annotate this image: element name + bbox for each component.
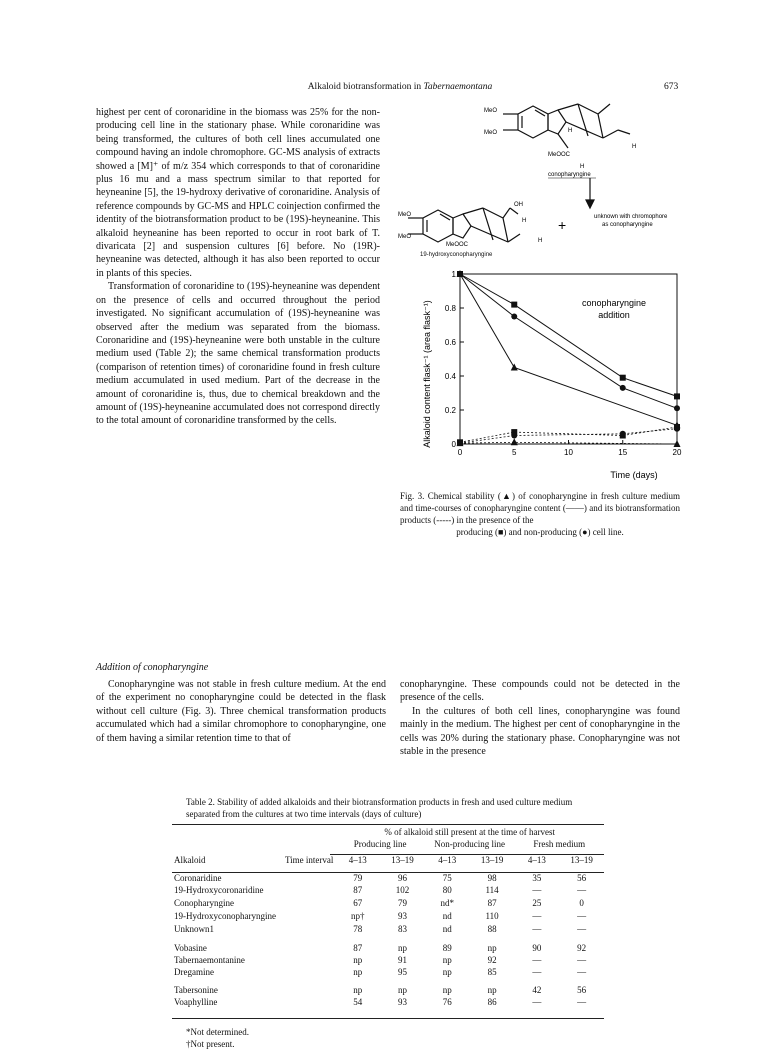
plus-sign: + (558, 217, 567, 233)
table-cell: 67 (353, 898, 363, 908)
interval-6: 13–19 (570, 855, 593, 865)
table-cell: np (353, 955, 363, 965)
chart-annotation-line1: conopharyngine (581, 298, 647, 308)
group-fresh-medium: Fresh medium (533, 839, 586, 849)
meooc-label-2: MeOOC (446, 242, 469, 248)
table-cell: np (487, 985, 497, 995)
oh-label: OH (514, 202, 523, 208)
reaction-scheme (398, 100, 688, 250)
table-cell: 79 (353, 873, 363, 883)
chart-annotation-line2: addition (598, 310, 630, 320)
data-point-square (620, 375, 626, 381)
table-cell: 56 (577, 985, 587, 995)
h-label-1: H (568, 128, 573, 134)
table-cell: 78 (353, 924, 363, 934)
table-cell: 87 (353, 885, 363, 895)
group-producing: Producing line (353, 839, 407, 849)
alkaloid-name: Tabersonine (174, 985, 218, 995)
meo-label-4: MeO (398, 234, 412, 240)
paragraph-2: Transformation of coronaridine to (19S)-heyneanine was dependent on the presence of cells and occurred throughout the period investigated. No significant accumulation of (19S)-heyneanine was observed after the medium was separated from the biomass. Coronaridine and (19S)-heyneanine were both unstable in the culture medium used (Table 2); the same chemical transformation products (comparison of retention times) of coronaridine found in fresh culture medium accumulated in used medium. Part of the decrease in the amount of coronaridine is, thus, due to chemical breakdown and the amount of (19S)-heyneanine accumulated does not correspond directly to the total amount of coronaridine transformed by the cells. (96, 281, 380, 427)
table-row (172, 896, 604, 910)
table-rule-bottom (172, 1018, 604, 1019)
series-line-triangle-solid (460, 274, 677, 425)
running-title: Alkaloid biotransformation in (307, 82, 422, 92)
table-cell: — (577, 911, 587, 921)
figure-caption (400, 490, 680, 538)
table-cell: nd (442, 911, 452, 921)
alkaloid-name: Conopharyngine (174, 898, 234, 908)
h-label-3: H (580, 164, 585, 170)
table-cell: — (577, 997, 587, 1007)
table-cell: 56 (577, 873, 587, 883)
table-row (172, 942, 604, 954)
table-footnotes (186, 1026, 249, 1050)
table-spanner: % of alkaloid still present at the time of harvest (384, 827, 556, 837)
table-caption: Table 2. Stability of added alkaloids and their biotransformation products in fresh and used culture medium separated from the cultures at two time intervals (days of culture) (186, 797, 573, 819)
alkaloid-name: Vobasine (174, 943, 207, 953)
table-cell: — (532, 955, 542, 965)
table-cell: 89 (442, 943, 452, 953)
data-point-circle (674, 405, 680, 411)
table-cell: 93 (397, 997, 407, 1007)
table-cell: 87 (353, 943, 363, 953)
table-cell: — (577, 885, 587, 895)
table-spanner-row (172, 826, 604, 838)
table-cell: — (577, 955, 587, 965)
table-row (172, 922, 604, 936)
paragraph-1: highest per cent of coronaridine in the biomass was 25% for the non-producing cell line in the stationary phase. While coronaridine was being transformed, the cultures of both cell lines accumulated one compound having an indole chromophore. GC-MS analysis of extracts showed a [M]⁺ of m/z 354 which corresponds to that of coronaridine plus 16 mu and a mass spectrum similar to that reported for heyneanine [5], the 19-hydroxy derivative of coronaridine. Analysis of reference compounds by GC-MS and HPLC coinjection confirmed the identity of the biotransformation product to be (19S)-heyneanine. This alkaloid heyneanine has been reported to occur in root bark of T. divaricata [2] and suspension cultures [6] before. No (19R)-heyneanine was detected, although it has also been reported to occur in plants of this species. (96, 107, 380, 279)
section-right-paragraph-1: conopharyngine. These compounds could not be detected in the presence of the cells. (400, 679, 680, 704)
data-point-triangle (511, 438, 518, 445)
section-left-column (96, 678, 386, 745)
data-point-circle (511, 433, 517, 439)
alkaloid-name: Coronaridine (174, 873, 222, 883)
group-non-producing: Non-producing line (434, 839, 506, 849)
figure-caption-line2: producing (■) and non-producing (●) cell line. (456, 527, 624, 537)
table-cell: 35 (532, 873, 542, 883)
data-point-circle (620, 431, 626, 437)
table-row (172, 984, 604, 996)
table-cell: np (442, 985, 452, 995)
table-cell: 76 (442, 997, 452, 1007)
table-cell: nd (442, 924, 452, 934)
alkaloid-name: Tabernaemontanine (174, 955, 245, 965)
section-right-column (400, 678, 680, 758)
header-alkaloid: Alkaloid (174, 855, 206, 865)
figure-caption-line1: Fig. 3. Chemical stability (▲) of conopharyngine in fresh culture medium and time-courses of conopharyngine content (——) and its biotransformation products (-----) in the presence of the (400, 491, 680, 525)
table-body (172, 872, 604, 1008)
x-tick-label: 5 (512, 448, 517, 457)
hydroxyconopharyngine-structure (408, 208, 520, 242)
y-tick-label: 0.4 (444, 372, 456, 381)
table-cell: nd* (440, 898, 454, 908)
y-tick-label: 0.6 (444, 338, 456, 347)
table-cell: — (532, 997, 542, 1007)
table-row (172, 910, 604, 922)
data-point-circle (620, 385, 626, 391)
running-header (240, 82, 560, 92)
table-cell: — (577, 924, 587, 934)
section-heading: Addition of conopharyngine (96, 662, 209, 673)
table-cell: np (353, 967, 363, 977)
running-title-italic: Tabernaemontana (423, 82, 493, 92)
left-column (96, 106, 380, 428)
series-line-square-solid (460, 274, 677, 396)
table-cell: 90 (532, 943, 542, 953)
table-cell: 88 (487, 924, 497, 934)
table-cell: 42 (532, 985, 542, 995)
table-cell: 98 (487, 873, 497, 883)
chart-series (457, 270, 681, 447)
x-tick-label: 10 (564, 448, 573, 457)
table-cell: 92 (577, 943, 587, 953)
table-cell: 0 (579, 898, 584, 908)
data-point-circle (511, 314, 517, 320)
y-tick-label: 1 (451, 270, 456, 279)
table-row (172, 884, 604, 896)
section-right-paragraph-2: In the cultures of both cell lines, conopharyngine was found mainly in the medium. The highest per cent of conopharyngine in the cells was 20% during the stationary phase. Conopharyngine was not stable in the presence (400, 705, 680, 758)
table-row (172, 966, 604, 978)
table-cell: 114 (485, 885, 499, 895)
table-row (172, 872, 604, 884)
table-cell: 54 (353, 997, 363, 1007)
h-label-2: H (632, 144, 637, 150)
table-cell: np (442, 967, 452, 977)
table-cell: np (397, 985, 407, 995)
table-cell: 86 (487, 997, 497, 1007)
interval-1: 4–13 (348, 855, 367, 865)
meo-label-3: MeO (398, 212, 412, 218)
table-2 (172, 826, 604, 1008)
table-cell: — (577, 967, 587, 977)
table-cell: np (353, 985, 363, 995)
data-point-triangle (511, 364, 518, 371)
y-axis-label: Alkaloid content flask⁻¹ (area flask⁻¹) (422, 300, 432, 448)
table-row (172, 954, 604, 966)
table-cell: 83 (397, 924, 407, 934)
interval-4: 13–19 (480, 855, 504, 865)
table-cell: 96 (397, 873, 407, 883)
table-cell: 79 (397, 898, 407, 908)
y-tick-label: 0.2 (444, 406, 456, 415)
alkaloid-name: 19-Hydroxycoronaridine (174, 885, 264, 895)
table-group-row (172, 838, 604, 850)
data-point-square (511, 302, 517, 308)
conopharyngine-structure (503, 104, 630, 148)
table-cell: 93 (397, 911, 407, 921)
meooc-label-1: MeOOC (548, 152, 571, 158)
section-left-paragraph: Conopharyngine was not stable in fresh culture medium. At the end of the experiment no conopharyngine could be detected in the flask without cell culture (Fig. 3). Three chemical transformation products accumulated which had a similar chromophore to conopharyngine, one of them having a similar retention time to that of (96, 679, 386, 744)
stability-chart (400, 266, 685, 482)
table-cell: 91 (397, 955, 407, 965)
compound-1-label: conopharyngine (548, 172, 591, 178)
table-cell: np (487, 943, 497, 953)
alkaloid-name: Unknown1 (174, 924, 214, 934)
x-axis-label: Time (days) (610, 470, 658, 480)
table-cell: 80 (442, 885, 452, 895)
table-cell: 75 (442, 873, 452, 883)
meo-label-2: MeO (484, 130, 498, 136)
meo-label-1: MeO (484, 108, 498, 114)
alkaloid-name: 19-Hydroxyconopharyngine (174, 911, 276, 921)
table-cell: — (532, 924, 542, 934)
alkaloid-name: Voaphylline (174, 997, 218, 1007)
compound-2-label: 19-hydroxyconopharyngine (420, 252, 493, 258)
table-row (172, 996, 604, 1008)
data-point-circle (674, 426, 680, 432)
y-tick-label: 0 (451, 440, 456, 449)
x-tick-label: 20 (672, 448, 682, 457)
table-cell: 25 (532, 898, 542, 908)
unknown-label-2: as conopharyngine (602, 222, 653, 228)
interval-3: 4–13 (438, 855, 457, 865)
footnote-np: †Not present. (186, 1039, 235, 1049)
page-number: 673 (664, 82, 679, 92)
table-cell: 85 (487, 967, 497, 977)
table-cell: np (397, 943, 407, 953)
x-tick-label: 0 (457, 448, 463, 457)
table-cell: — (532, 885, 542, 895)
h-label-4: H (522, 218, 527, 224)
x-tick-label: 15 (618, 448, 628, 457)
table-cell: 95 (397, 967, 407, 977)
y-tick-label: 0.8 (444, 304, 456, 313)
table-cell: 92 (487, 955, 497, 965)
interval-2: 13–19 (391, 855, 414, 865)
table-cell: 110 (485, 911, 499, 921)
table-cell: 102 (395, 885, 410, 895)
table-cell: np (442, 955, 452, 965)
h-label-5: H (538, 238, 543, 244)
chart-ticks (445, 270, 682, 457)
table-cell: np† (350, 911, 365, 921)
table-cell: — (532, 967, 542, 977)
table-rule-top (172, 824, 604, 825)
footnote-nd: *Not determined. (186, 1027, 249, 1037)
header-interval: Time interval (284, 855, 334, 865)
unknown-label-1: unknown with chromophore (594, 214, 668, 220)
alkaloid-name: Dregamine (174, 967, 214, 977)
data-point-square (674, 393, 680, 399)
table-header-row (172, 850, 604, 872)
interval-5: 4–13 (527, 855, 546, 865)
table-cell: 87 (487, 898, 497, 908)
table-cell: — (532, 911, 542, 921)
